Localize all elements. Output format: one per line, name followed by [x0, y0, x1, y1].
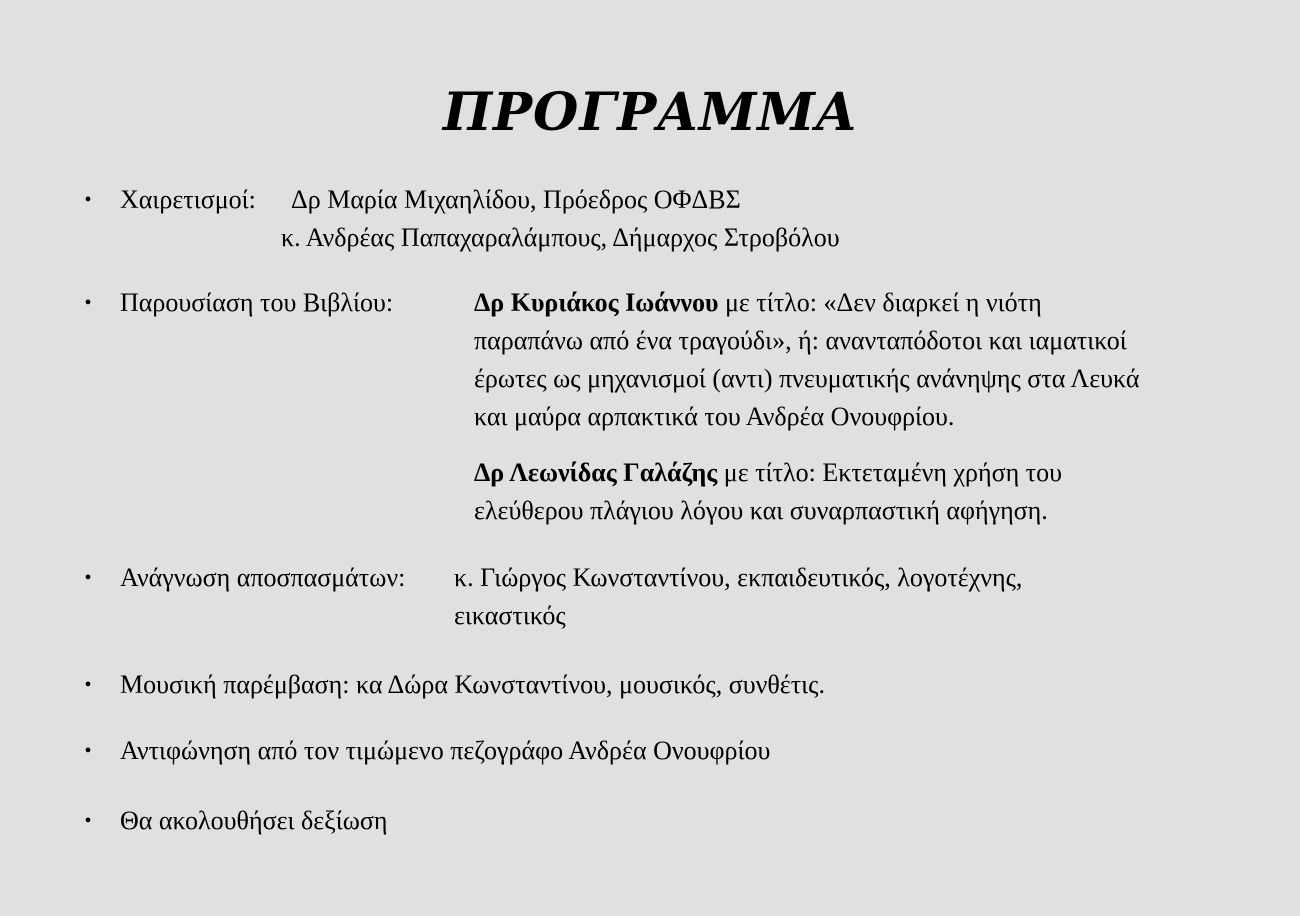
- greetings-speakers: [281, 181, 840, 257]
- speaker-1-name: Δρ Κυριάκος Ιωάννου: [474, 288, 719, 317]
- response-text: Αντιφώνηση από τον τιμώμενο πεζογράφο Ανδρέα Ονουφρίου: [120, 736, 771, 765]
- bullet-icon: •: [84, 674, 92, 696]
- speaker-1-paragraph: [474, 284, 1140, 436]
- bullet-icon: •: [84, 292, 92, 314]
- speaker-2-paragraph: [474, 454, 1140, 530]
- reading-speaker: [454, 559, 1022, 635]
- speaker-1-line-4: και μαύρα αρπακτικά του Ανδρέα Ονουφρίου.: [474, 402, 955, 431]
- speaker-1-first-line: [474, 284, 1140, 322]
- greetings-line-2: κ. Ανδρέας Παπαχαραλάμπους, Δήμαρχος Στροβόλου: [281, 223, 840, 252]
- music-text: Μουσική παρέμβαση: κα Δώρα Κωνσταντίνου, μουσικός, συνθέτις.: [120, 670, 825, 699]
- bullet-icon: •: [84, 740, 92, 762]
- speaker-2-name: Δρ Λεωνίδας Γαλάζης: [474, 458, 718, 487]
- presentation-label: Παρουσίαση του Βιβλίου:: [120, 288, 394, 317]
- speaker-2-line-2: ελεύθερου πλάγιου λόγου και συναρπαστική αφήγηση.: [474, 496, 1048, 525]
- greetings-line-1: Δρ Μαρία Μιχαηλίδου, Πρόεδρος ΟΦΔΒΣ: [291, 185, 741, 214]
- speaker-2-first-line: [474, 454, 1140, 492]
- page-title: ΠΡΟΓΡΑΜΜΑ: [442, 82, 858, 143]
- speaker-1-line-2: παραπάνω από ένα τραγούδι», ή: ανανταπόδοτοι και ιαματικοί: [474, 326, 1127, 355]
- speaker-1-title-start: με τίτλο: «Δεν διαρκεί η νιότη: [718, 288, 1042, 317]
- reading-line-2: εικαστικός: [454, 601, 566, 630]
- reading-line-1: κ. Γιώργος Κωνσταντίνου, εκπαιδευτικός, λογοτέχνης,: [454, 563, 1023, 592]
- bullet-icon: •: [84, 189, 92, 211]
- reading-label: Ανάγνωση αποσπασμάτων:: [120, 563, 406, 592]
- reception-text: Θα ακολουθήσει δεξίωση: [120, 806, 388, 835]
- greetings-label: Χαιρετισμοί:: [120, 185, 256, 214]
- speaker-1-line-3: έρωτες ως μηχανισμοί (αντι) πνευματικής ανάνηψης στα Λευκά: [474, 364, 1140, 393]
- bullet-icon: •: [84, 567, 92, 589]
- speaker-2-title-start: με τίτλο: Εκτεταμένη χρήση του: [717, 458, 1063, 487]
- bullet-icon: •: [84, 810, 92, 832]
- presentation-speakers: [474, 284, 1140, 530]
